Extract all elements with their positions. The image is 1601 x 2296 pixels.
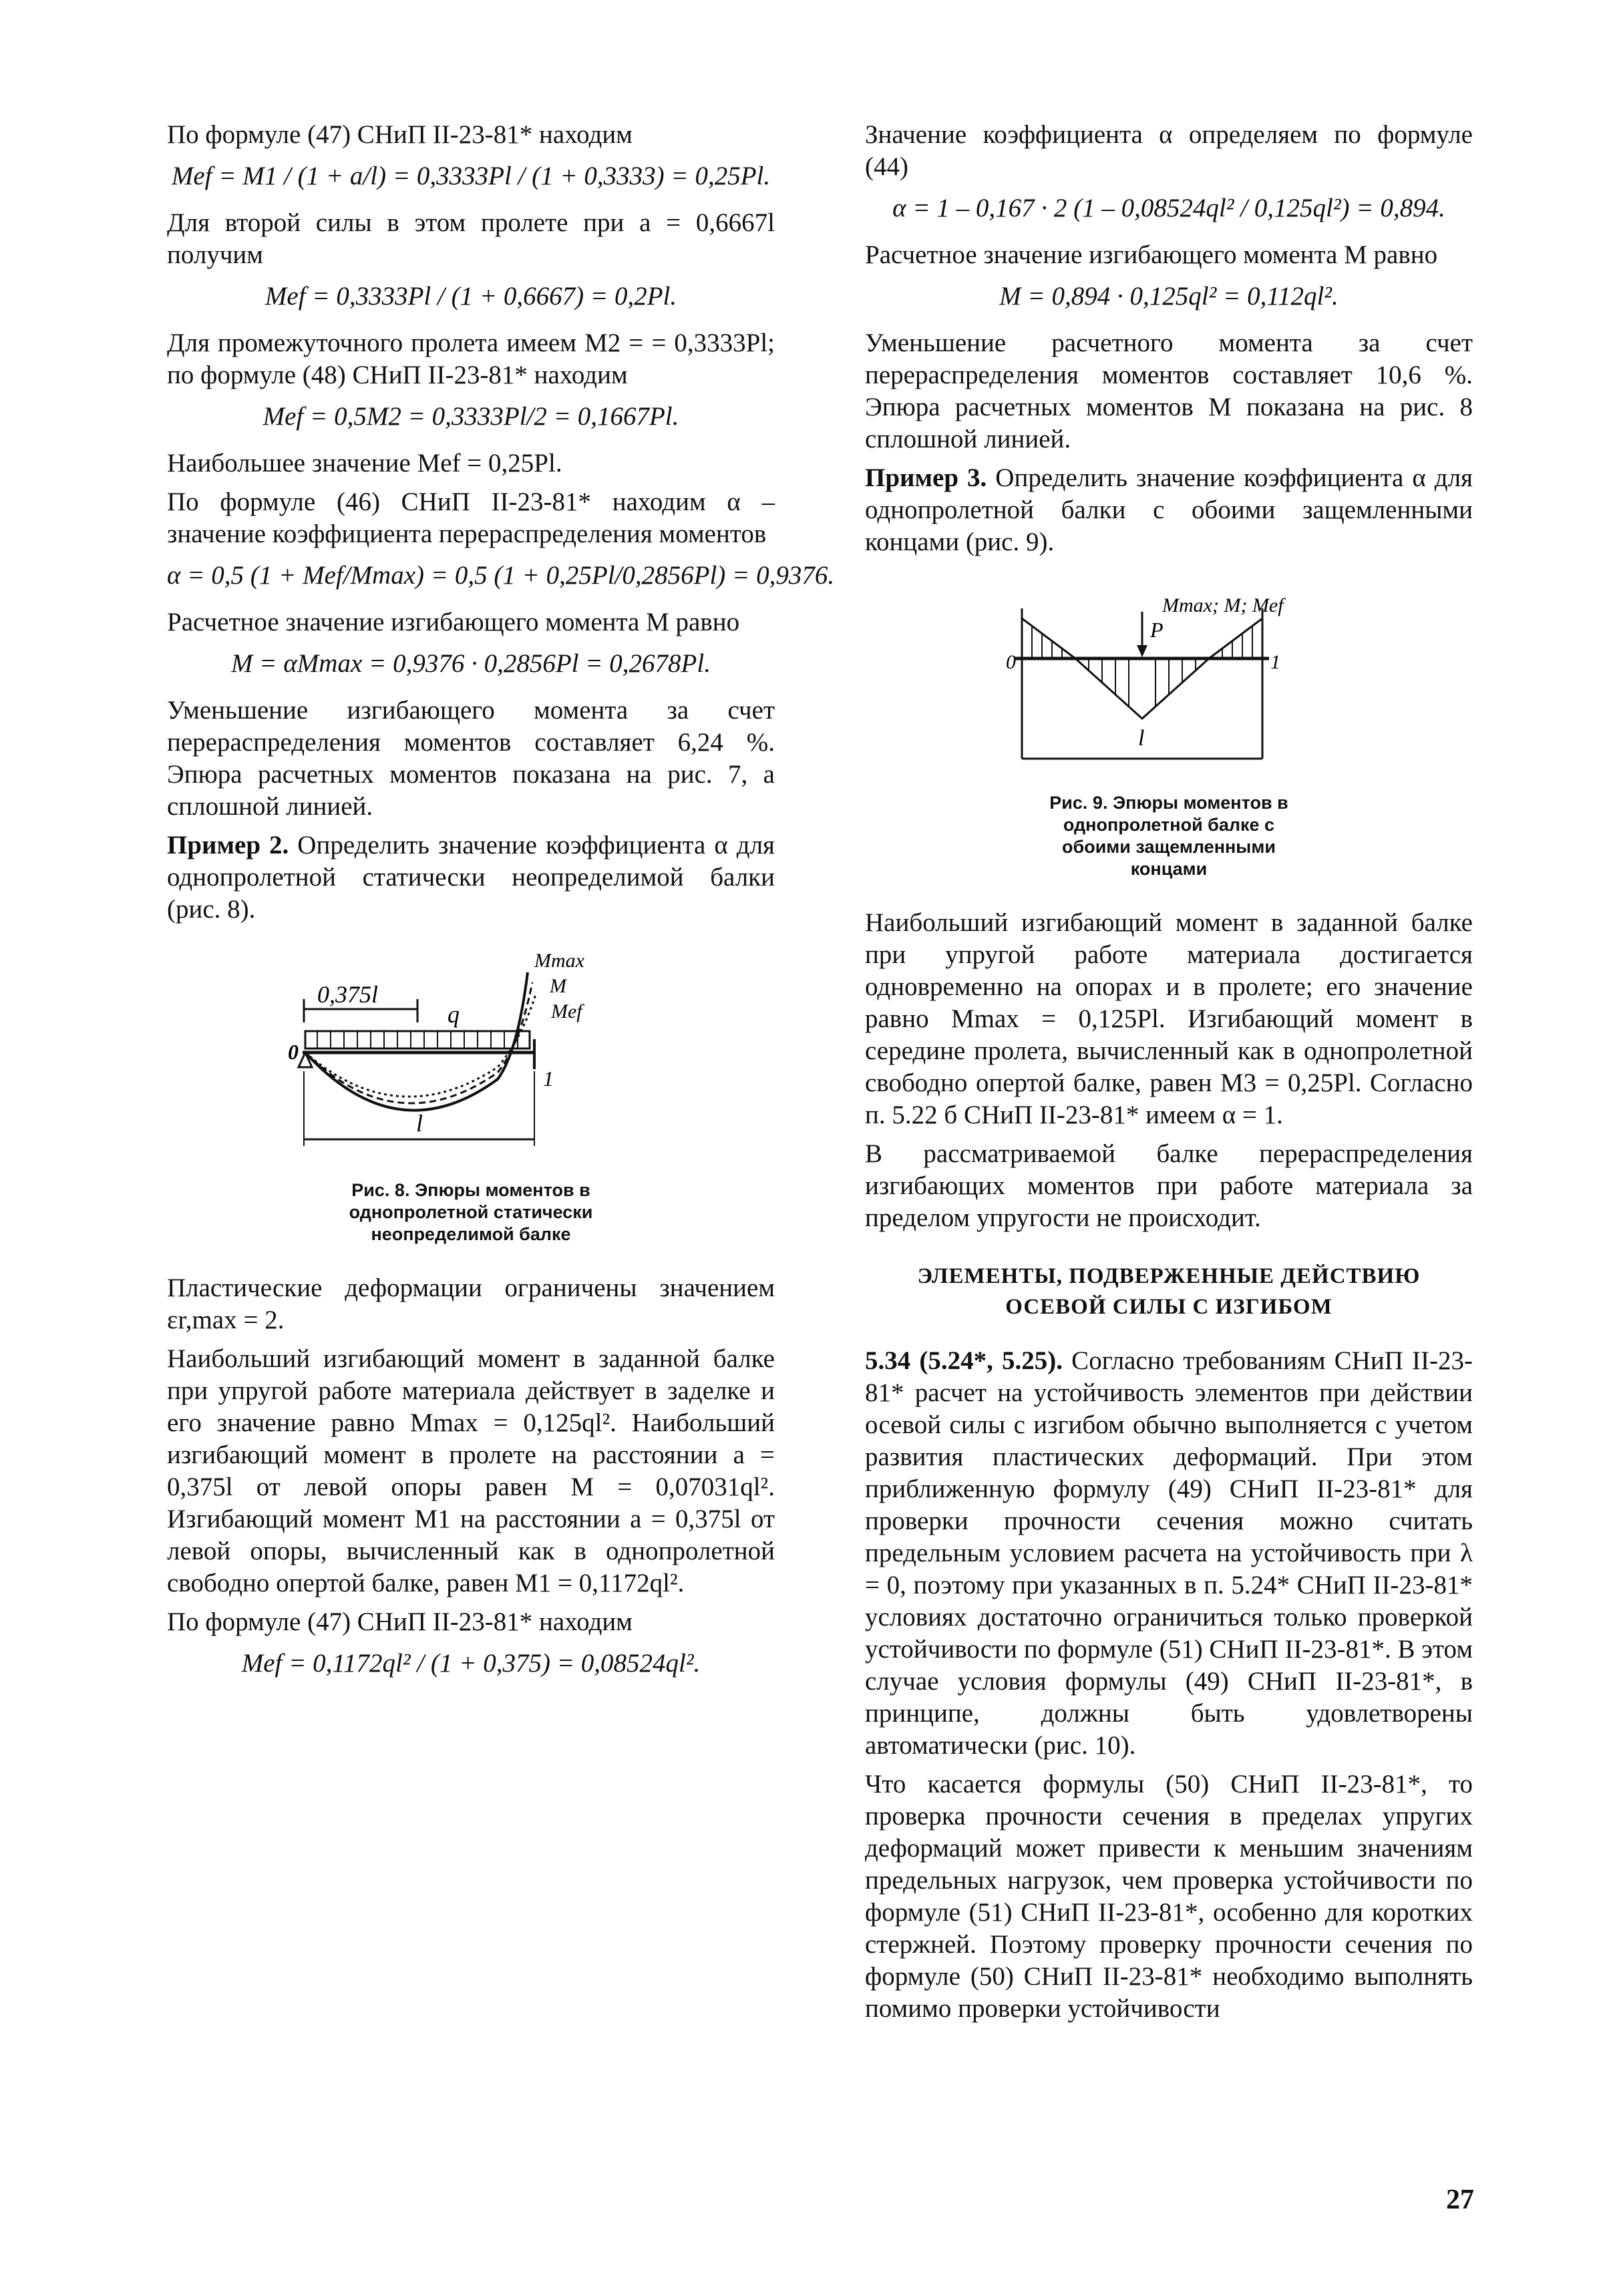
paragraph: Значение коэффициента α определяем по формуле (44) <box>865 120 1473 181</box>
page-number: 27 <box>1446 2184 1474 2215</box>
paragraph: По формуле (47) СНиП II-23-81* находим <box>167 120 633 149</box>
formula: Mef = 0,1172ql² / (1 + 0,375) = 0,08524ql². <box>241 1649 701 1678</box>
formula: Mef = M1 / (1 + a/l) = 0,3333Pl / (1 + 0,3333) = 0,25Pl. <box>171 162 771 190</box>
figure-8-caption: Рис. 8. Эпюры моментов в однопролетной статически неопределимой балке <box>349 1180 593 1244</box>
label-mef: Mef <box>551 1000 582 1022</box>
label-l: l <box>416 1110 423 1137</box>
label-q: q <box>448 1001 460 1028</box>
label-dim-a: 0,375l <box>317 981 379 1008</box>
example-text: Определить значение коэффициента α для однопролетной балки с обоими защемленными концами (рис. 9). <box>865 463 1473 556</box>
load-hatch <box>317 1031 518 1048</box>
paragraph: Уменьшение изгибающего момента за счет перераспределения моментов составляет 6,24 %. Эпюра расчетных моментов показана на рис. 7, а сплошной линией. <box>167 696 775 821</box>
paragraph: Расчетное значение изгибающего момента M равно <box>865 240 1438 269</box>
distributed-load <box>305 1031 530 1048</box>
paragraph: Расчетное значение изгибающего момента M равно <box>167 608 740 636</box>
example-text: Определить значение коэффициента α для однопролетной статически неопределимой балки (рис. 8). <box>167 831 775 924</box>
example-paragraph <box>167 829 775 926</box>
load-arrowhead <box>1137 645 1147 657</box>
label-0: 0 <box>1006 651 1016 673</box>
moment-left-support <box>1022 618 1075 658</box>
figure-9-caption: Рис. 9. Эпюры моментов в однопролетной балке с обоими защемленными концами <box>1049 793 1288 879</box>
left-column <box>167 119 835 1694</box>
formula: M = 0,894 · 0,125ql² = 0,112ql². <box>999 282 1339 311</box>
paragraph: Пластические деформации ограничены значением εr,max = 2. <box>167 1274 775 1334</box>
label-1: 1 <box>543 1067 554 1091</box>
label-mmax: Mmax <box>534 950 584 972</box>
paragraph: В рассматриваемой балке перераспределения изгибающих моментов при работе материала за пределом упругости не происходит. <box>865 1139 1473 1232</box>
formula: Mef = 0,3333Pl / (1 + 0,6667) = 0,2Pl. <box>264 282 677 311</box>
example-label: Пример 3. <box>865 463 987 492</box>
paragraph: Для второй силы в этом пролете при a = 0,6667l получим <box>167 208 775 269</box>
paragraph: Что касается формулы (50) СНиП II-23-81*, то проверка прочности сечения в пределах упругих деформаций может привести к меньшим значениям предельных нагрузок, чем проверка устойчивости по формуле (51) СНиП II-23-81*, особенно для коротких стержней. Поэтому проверку прочности сечения по формуле (50) СНиП II-23-81* необходимо выполнять помимо проверки устойчивости <box>865 1770 1473 2023</box>
pin-support <box>299 1053 312 1067</box>
right-column <box>865 119 1473 2032</box>
paragraph: По формуле (47) СНиП II-23-81* находим <box>167 1607 633 1636</box>
formula: α = 1 – 0,167 · 2 (1 – 0,08524ql² / 0,125ql²) = 0,894. <box>892 194 1445 222</box>
paragraph: Для промежуточного пролета имеем M2 = = 0,3333Pl; по формуле (48) СНиП II-23-81* находим <box>167 329 775 389</box>
formula: Mef = 0,5M2 = 0,3333Pl/2 = 0,1667Pl. <box>262 402 679 431</box>
label-l: l <box>1138 726 1145 751</box>
label-1: 1 <box>1270 651 1280 673</box>
figure-9-diagram <box>995 585 1343 785</box>
label-m: M <box>550 975 566 997</box>
label-0: 0 <box>288 1040 299 1064</box>
moment-right-support <box>1209 618 1262 658</box>
paragraph: Наибольшее значение Mef = 0,25Pl. <box>167 449 562 477</box>
paragraph: Наибольший изгибающий момент в заданной балке при упругой работе материала достигается одновременно на опорах и в пролете; его значение равно Mmax = 0,125Pl. Изгибающий момент в середине пролета, вычисленный как в однопролетной свободно опертой балке, равен M3 = 0,25Pl. Согласно п. 5.22 б СНиП II-23-81* имеем α = 1. <box>865 908 1473 1129</box>
moment-span <box>1075 658 1209 719</box>
label-p: P <box>1150 618 1164 642</box>
paragraph: По формуле (46) СНиП II-23-81* находим α – значение коэффициента перераспределения моментов <box>167 488 775 548</box>
paragraph: Наибольший изгибающий момент в заданной балке при упругой работе материала действует в заделке и его значение равно Mmax = 0,125ql². Наибольший изгибающий момент в пролете на расстоянии a = 0,375l от левой опоры равен M = 0,07031ql². Изгибающий момент M1 на расстоянии a = 0,375l от левой опоры, вычисленный как в однопролетной свободно опертой балке, равен M1 = 0,1172ql². <box>167 1344 775 1597</box>
example-label: Пример 2. <box>167 831 289 859</box>
label-moments: Mmax; M; Mef <box>1162 594 1284 616</box>
section-heading: ЭЛЕМЕНТЫ, ПОДВЕРЖЕННЫЕ ДЕЙСТВИЮ ОСЕВОЙ СИЛЫ С ИЗГИБОМ <box>917 1264 1421 1319</box>
paragraph: Уменьшение расчетного момента за счет перераспределения моментов составляет 10,6 %. Эпюра расчетных моментов M показана на рис. 8 сплошной линией. <box>865 329 1473 453</box>
section-text: Согласно требованиям СНиП II-23-81* расчет на устойчивость элементов при действии осевой силы с изгибом обычно выполняется с учетом развития пластических деформаций. При этом приближенную формулу (49) СНиП II-23-81* для проверки прочности сечения можно считать предельным условием расчета на устойчивость при λ = 0, поэтому при указанных в п. 5.24* СНиП II-23-81* условиях достаточно ограничиться только проверкой устойчивости по формуле (51) СНиП II-23-81*. В этом случае условия формулы (49) СНиП II-23-81*, в принципе, должны быть удовлетворены автоматически (рис. 10). <box>865 1346 1473 1760</box>
formula: α = 0,5 (1 + Mef/Mmax) = 0,5 (1 + 0,25Pl/0,2856Pl) = 0,9376. <box>167 561 835 590</box>
section-paragraph <box>865 1345 1473 1762</box>
example-paragraph <box>865 462 1473 558</box>
formula: M = αMmax = 0,9376 · 0,2856Pl = 0,2678Pl. <box>231 649 711 678</box>
figure-8-diagram <box>288 950 645 1173</box>
section-number: 5.34 (5.24*, 5.25). <box>865 1346 1063 1375</box>
